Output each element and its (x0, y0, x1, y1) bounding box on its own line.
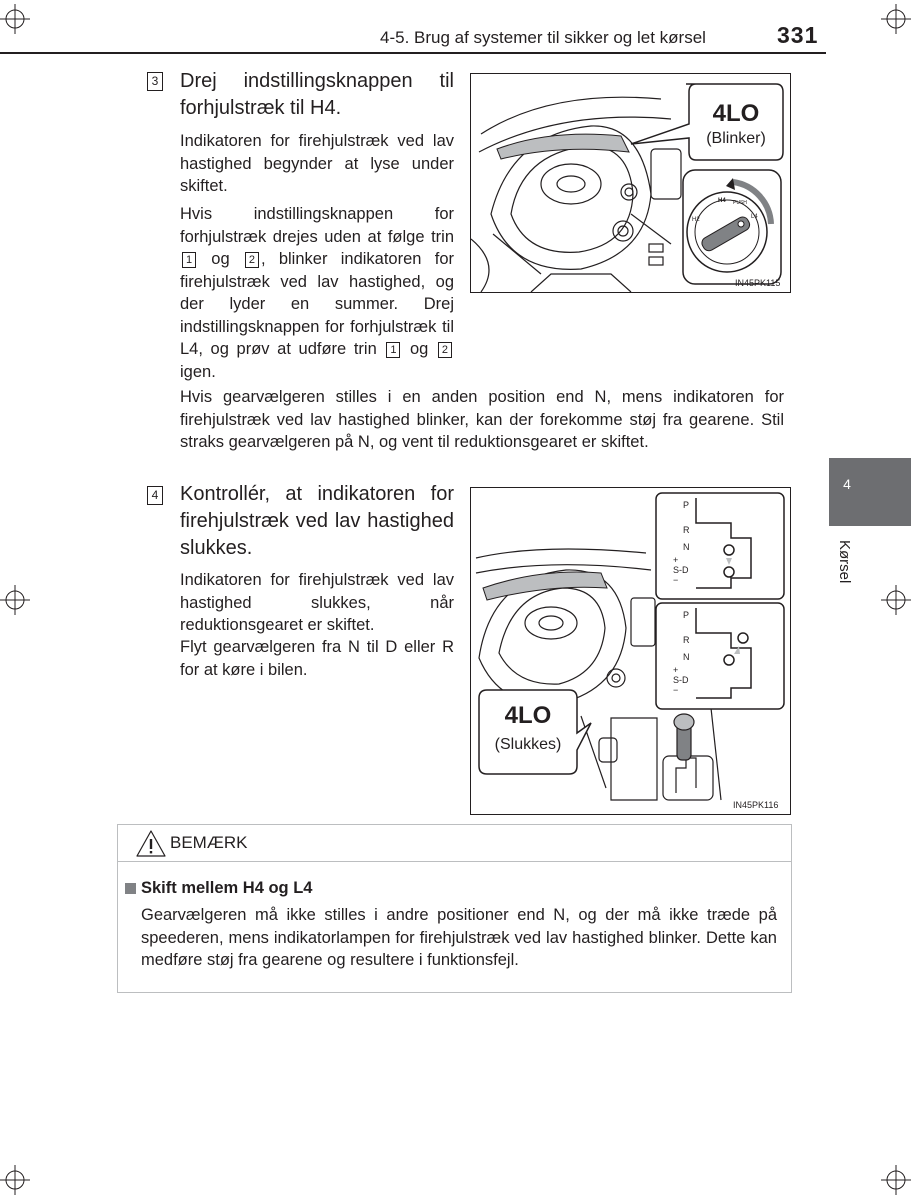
gate-label-plus: + (673, 665, 679, 675)
knob-label-h2: H2 (692, 217, 700, 223)
callout-main-4lo: 4LO (712, 100, 760, 127)
registration-mark-icon (0, 585, 30, 615)
figure-4wd-knob (470, 73, 791, 293)
notice-box (117, 824, 792, 993)
gate-label-p: P (683, 610, 690, 620)
gate-label-r: R (683, 525, 690, 535)
chapter-number: 4 (843, 476, 851, 492)
registration-mark-icon (881, 4, 911, 34)
gate-label-s-d: S-D (673, 675, 689, 685)
knob-label-h4: H4 (718, 198, 726, 204)
section-title: 4-5. Brug af systemer til sikker og let kørsel (380, 28, 706, 47)
step3-paragraph-1: Indikatoren for firehjulstræk ved lav hastighed begynder at lyse under skiftet. (180, 132, 454, 195)
bullet-square-icon (125, 883, 136, 894)
chapter-label: Kørsel (836, 540, 853, 584)
notice-body: Gearvælgeren må ikke stilles i andre positioner end N, og der må ikke træde på speederen, mens indikatorlampen for firehjulstræk ved lav hastighed blinker. Dette kan medføre støj fra gearene og resultere i funktionsfejl. (141, 906, 777, 969)
gate-label-s-d: S-D (673, 565, 689, 575)
gate-label-p: P (683, 500, 690, 510)
registration-mark-icon (0, 1165, 30, 1195)
notice-header (118, 825, 791, 862)
figure-code: IN45PK116 (733, 800, 779, 810)
gate-label-n: N (683, 652, 690, 662)
notice-title: BEMÆRK (170, 833, 248, 852)
step-number-3: 3 (147, 72, 163, 91)
step4-paragraph-1: Indikatoren for firehjulstræk ved lav hastighed slukkes, når reduktionsgearet er skiftet. (180, 571, 454, 634)
gate-label-plus: + (673, 555, 679, 565)
registration-mark-icon (881, 1165, 911, 1195)
step-number-4: 4 (147, 486, 163, 505)
callout-main-4lo: 4LO (504, 702, 552, 729)
step-ref-2: 2 (245, 252, 259, 268)
registration-mark-icon (0, 4, 30, 34)
step3-title: Drej indstillingsknappen til forhjulstræk til H4. (180, 70, 454, 119)
warning-triangle-icon (135, 828, 167, 858)
callout-sub-blinker: (Blinker) (706, 130, 766, 147)
knob-label-push: PUSH (733, 200, 747, 206)
gate-label-r: R (683, 635, 690, 645)
registration-mark-icon (881, 585, 911, 615)
figure-gear-selector (470, 487, 791, 815)
step-ref-1: 1 (182, 252, 196, 268)
chapter-tab (829, 458, 911, 526)
gate-label-n: N (683, 542, 690, 552)
step-ref-2: 2 (438, 342, 452, 358)
gate-label-minus: − (673, 685, 679, 695)
figure-code: IN45PK115 (735, 278, 781, 288)
step4-paragraph-2: Flyt gearvælgeren fra N til D eller R for at køre i bilen. (180, 638, 454, 679)
step3-paragraph-3: Hvis gearvælgeren stilles i en anden position end N, mens indikatoren for firehjulstræk ved lav hastighed blinker, kan der forekomme støj fra gearene. Stil straks gearvælgeren på N, og vent til reduktionsgearet er skiftet. (180, 388, 784, 451)
header-divider (0, 52, 826, 54)
gate-label-minus: − (673, 575, 679, 585)
page-number: 331 (777, 22, 819, 48)
step-ref-1: 1 (386, 342, 400, 358)
step4-title: Kontrollér, at indikatoren for firehjulstræk ved lav hastighed slukkes. (180, 483, 454, 559)
callout-sub-slukkes: (Slukkes) (494, 736, 562, 753)
knob-label-l4: L4 (751, 214, 758, 220)
gear-shift-illustration (471, 488, 790, 814)
notice-subtitle: Skift mellem H4 og L4 (141, 879, 313, 897)
step3-paragraph-2: Hvis indstillingsknappen for forhjulstræk drejes uden at følge trin 1 og 2 , blinker indikatoren for firehjulstræk ved lav hastighed, og der lyder en summer. Drej indstillingsknappen for forhjulstræk til L4, og prøv at udføre trin 1 og 2 igen. (180, 205, 454, 381)
